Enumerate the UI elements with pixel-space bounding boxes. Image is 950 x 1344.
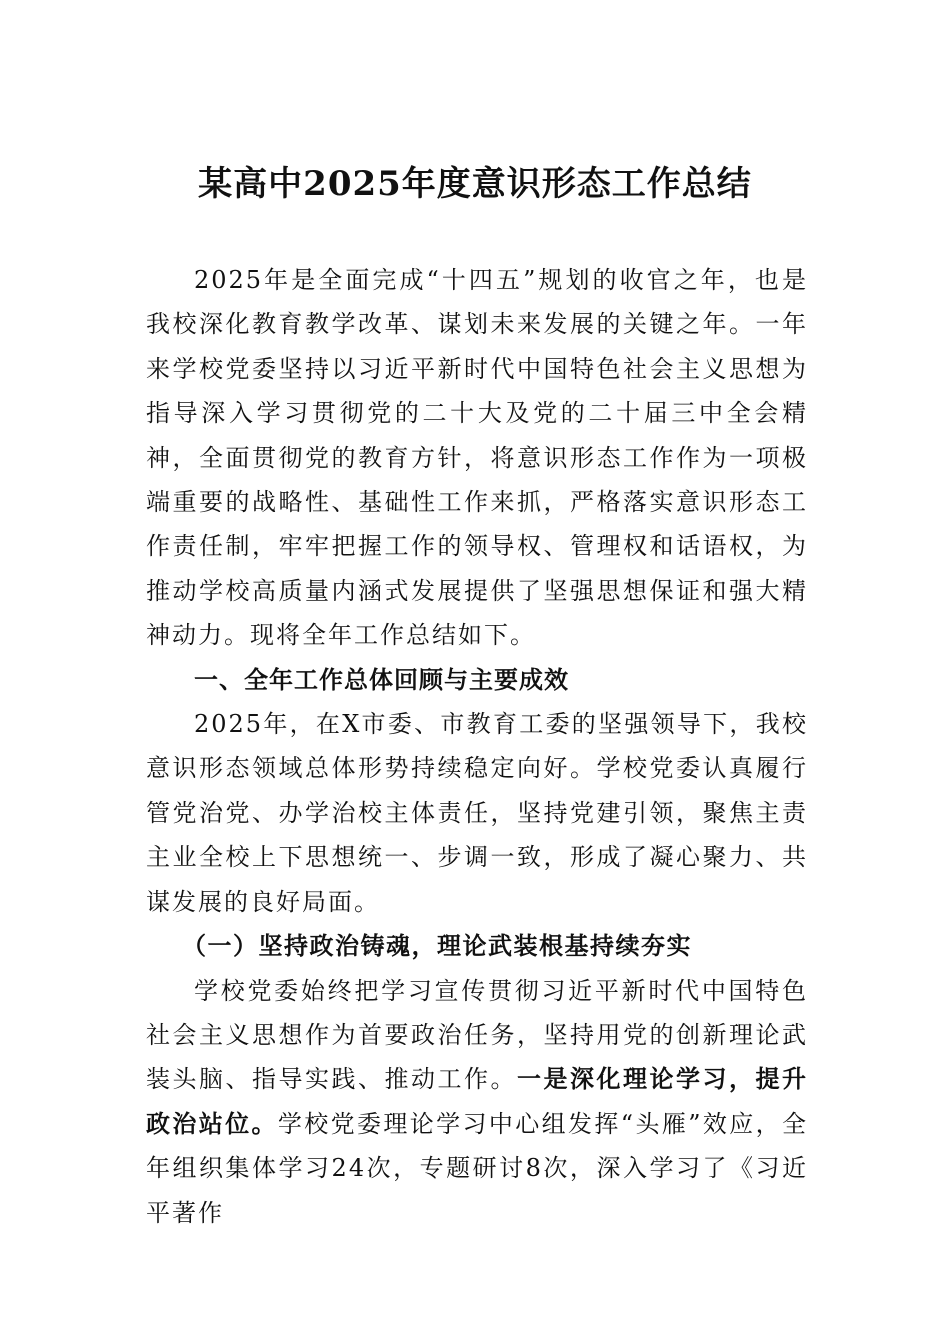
subsection-1-paragraph [146, 969, 808, 1235]
subsection-1-text-end: 学校党委理论学习中心组发挥“头雁”效应，全年组织集体学习24次，专题研讨8次，深入学习了《习近平著作 [146, 1109, 808, 1227]
subsection-1-bold-point: 一是深化理论学习，提升政治站位。 [146, 1064, 808, 1138]
subsection-1-text-start: 学校党委始终把学习宣传贯彻习近平新时代中国特色社会主义思想作为首要政治任务，坚持用党的创新理论武装头脑、指导实践、推动工作。 [146, 976, 808, 1094]
document-title: 某高中2025年度意识形态工作总结 [198, 164, 752, 204]
section-1-paragraph: 2025年，在X市委、市教育工委的坚强领导下，我校意识形态领域总体形势持续稳定向好。学校党委认真履行管党治党、办学治校主体责任，坚持党建引领，聚焦主责主业全校上下思想统一、步调一致，形成了凝心聚力、共谋发展的良好局面。 [146, 710, 808, 916]
intro-paragraph: 2025年是全面完成“十四五”规划的收官之年，也是我校深化教育教学改革、谋划未来发展的关键之年。一年来学校党委坚持以习近平新时代中国特色社会主义思想为指导深入学习贯彻党的二十大及党的二十届三中全会精神，全面贯彻党的教育方针，将意识形态工作作为一项极端重要的战略性、基础性工作来抓，严格落实意识形态工作责任制，牢牢把握工作的领导权、管理权和话语权，为推动学校高质量内涵式发展提供了坚强思想保证和强大精神动力。现将全年工作总结如下。 [146, 266, 808, 650]
document-body [146, 258, 808, 1235]
subsection-1-heading: （一）坚持政治铸魂，理论武装根基持续夯实 [182, 931, 692, 961]
section-1-heading: 一、全年工作总体回顾与主要成效 [194, 665, 569, 694]
